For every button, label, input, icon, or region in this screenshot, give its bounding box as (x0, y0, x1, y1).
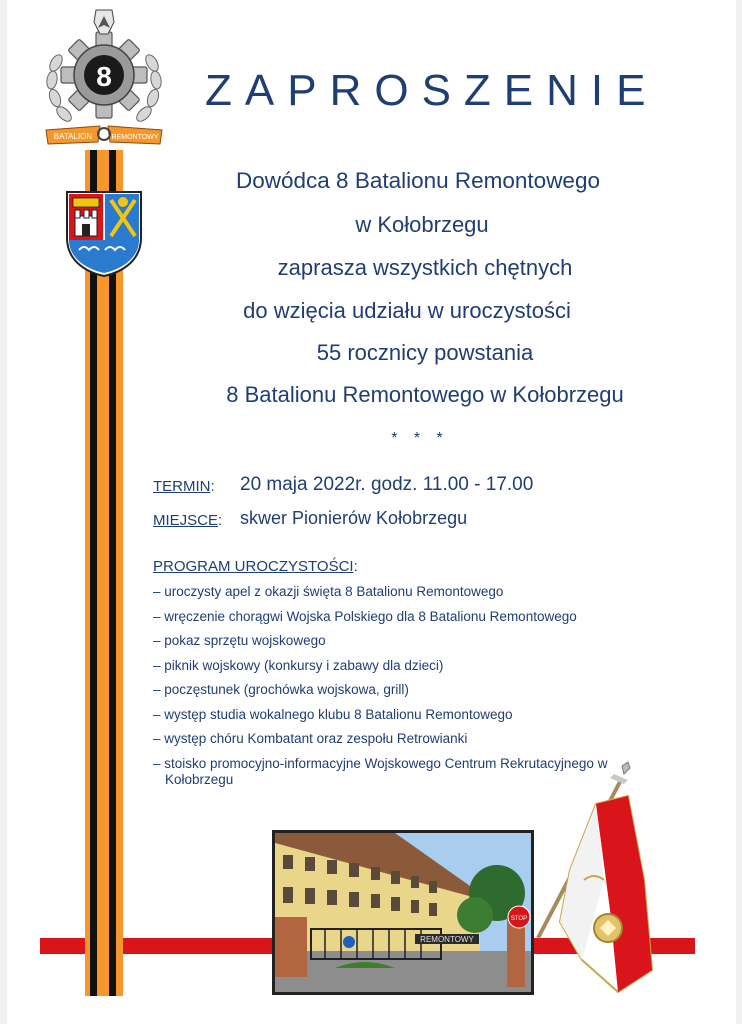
intro-line-4: do wzięcia udziału w uroczystości (243, 298, 571, 323)
program-item-6: – występ studia wokalnego klubu 8 Batalionu Remontowego (153, 706, 513, 722)
emblem-ribbon-left: BATALION (53, 132, 93, 141)
military-banner-flag (530, 760, 660, 996)
intro-line-5: 55 rocznicy powstania (316, 340, 534, 365)
intro-line-1: Dowódca 8 Batalionu Remontowego (236, 168, 600, 193)
termin-row: TERMIN: 20 maja 2022r. godz. 11.00 - 17.00 (153, 474, 534, 495)
intro-line-3: zaprasza wszystkich chętnych (277, 255, 573, 280)
kolobrzeg-coat-of-arms (65, 190, 143, 278)
intro-line-6: 8 Batalionu Remontowego w Kołobrzegu (226, 382, 624, 407)
program-item-3: – pokaz sprzętu wojskowego (153, 633, 326, 648)
program-heading: PROGRAM UROCZYSTOŚCI: (153, 558, 358, 575)
barracks-photo (272, 830, 534, 995)
program-item-8: – stoisko promocyjno-informacyjne Wojskowego Centrum Rekrutacyjnego w Kołobrzegu (153, 755, 608, 787)
stop-sign-text: STOP (510, 916, 528, 922)
miejsce-label: MIEJSCE (153, 512, 219, 529)
program-item-4: – piknik wojskowy (konkursy i zabawy dla dzieci) (153, 657, 444, 673)
separator-stars: * * * (391, 430, 449, 447)
page-title: ZAPROSZENIE (205, 66, 659, 115)
program-item-2: – wręczenie chorągwi Wojska Polskiego dla 8 Batalionu Remontowego (153, 608, 577, 624)
program-item-1: – uroczysty apel z okazji święta 8 Batalionu Remontowego (153, 584, 504, 599)
miejsce-value: skwer Pionierów Kołobrzegu (240, 508, 468, 528)
battalion-emblem-logo (42, 8, 166, 158)
barracks-photo-illustration (275, 833, 531, 992)
gate-sign-text: REMONTOWY (420, 935, 474, 944)
program-item-7: – występ chóru Kombatant oraz zespołu Retrowianki (153, 731, 468, 746)
program-list (153, 584, 653, 788)
intro-line-2: w Kołobrzegu (355, 212, 489, 237)
emblem-number: 8 (96, 61, 112, 92)
termin-label: TERMIN (153, 478, 211, 495)
page-edge-left (0, 0, 7, 1024)
emblem-ribbon-right: REMONTOWY (111, 134, 159, 141)
program-item-5: – poczęstunek (grochówka wojskowa, grill) (153, 682, 409, 697)
program-heading-label: PROGRAM UROCZYSTOŚCI (153, 558, 354, 575)
page-edge-right (736, 0, 742, 1024)
miejsce-row: MIEJSCE: skwer Pionierów Kołobrzegu (153, 508, 468, 529)
termin-value: 20 maja 2022r. godz. 11.00 - 17.00 (240, 474, 534, 495)
